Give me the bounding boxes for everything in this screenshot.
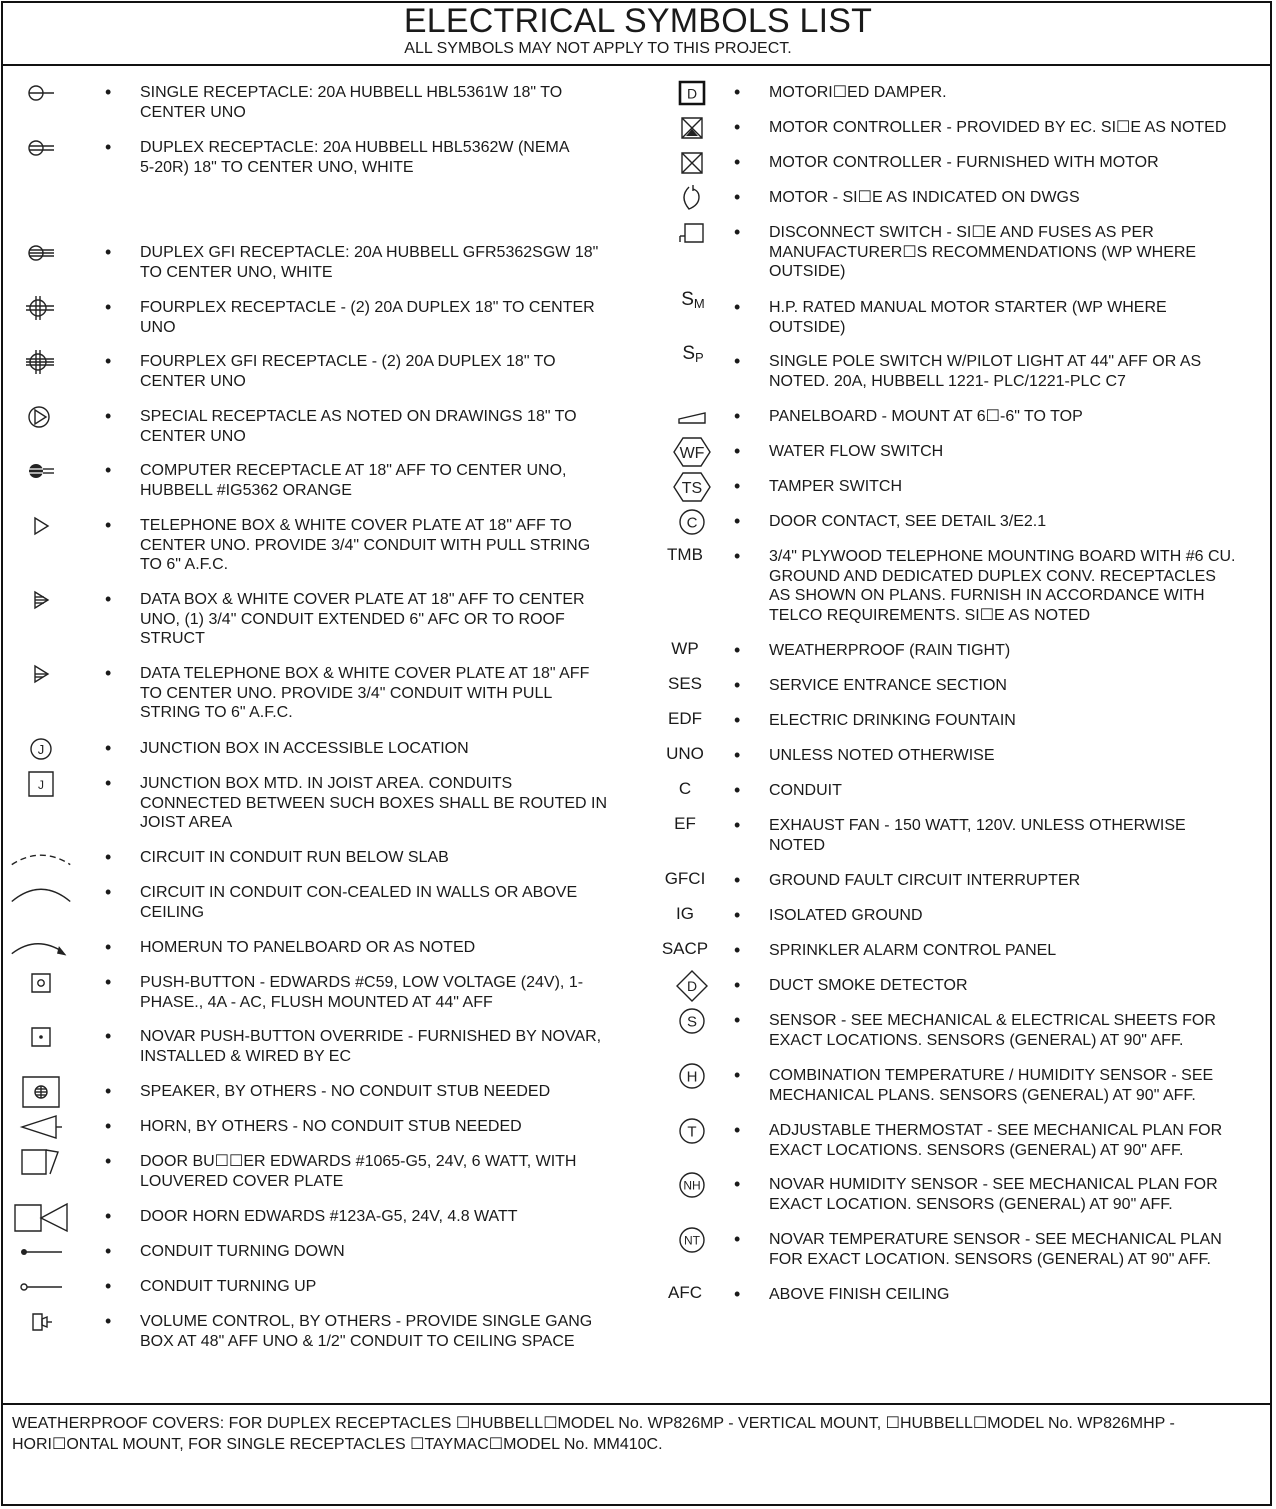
symbol-description: WATER FLOW SWITCH xyxy=(769,443,944,460)
switch-subscript: M xyxy=(693,296,705,311)
symbol-description: ISOLATED GROUND xyxy=(769,907,923,924)
bullet: • xyxy=(734,222,741,242)
symbol-description: MOTOR CONTROLLER - FURNISHED WITH MOTOR xyxy=(769,154,1159,171)
symbol-description: DUCT SMOKE DETECTOR xyxy=(769,977,968,994)
push-button-icon xyxy=(8,967,74,999)
door-horn-icon xyxy=(8,1201,74,1233)
bullet: • xyxy=(734,546,741,566)
symbol-description: VOLUME CONTROL, BY OTHERS - PROVIDE SINGLE GANG BOX AT 48" AFF UNO & 1/2" CONDUIT TO CEILING SPACE xyxy=(140,1313,593,1350)
bullet: • xyxy=(105,1026,112,1046)
symbol-description: ADJUSTABLE THERMOSTAT - SEE MECHANICAL PLAN FOR EXACT LOCATIONS. SENSORS (GENERAL) AT 90" AFF. xyxy=(769,1122,1223,1159)
pilot-light-switch-icon xyxy=(658,344,728,368)
bullet: • xyxy=(105,882,112,902)
abbreviation-label: SACP xyxy=(661,939,709,958)
symbol-description: SPEAKER, BY OTHERS - NO CONDUIT STUB NEEDED xyxy=(140,1083,551,1100)
bullet: • xyxy=(734,441,741,461)
svg-text:S: S xyxy=(686,1013,698,1031)
bullet: • xyxy=(734,117,741,137)
bullet: • xyxy=(105,242,112,262)
bullet: • xyxy=(734,297,741,317)
water-flow-switch-icon xyxy=(654,436,730,468)
abbreviation-label: EDF xyxy=(668,709,702,728)
symbol-description: EXHAUST FAN - 150 WATT, 120V. UNLESS OTHERWISE NOTED xyxy=(769,817,1186,854)
abbreviation-label: UNO xyxy=(666,744,704,763)
bullet: • xyxy=(105,1081,112,1101)
symbol-description: FOURPLEX GFI RECEPTACLE - (2) 20A DUPLEX 18" TO CENTER UNO xyxy=(140,353,556,390)
symbol-description: SINGLE RECEPTACLE: 20A HUBBELL HBL5361W 18" TO CENTER UNO xyxy=(140,84,563,121)
bullet: • xyxy=(105,460,112,480)
bullet: • xyxy=(105,406,112,426)
dashed-arc-icon xyxy=(8,842,74,874)
bullet: • xyxy=(105,1206,112,1226)
tamper-switch-icon xyxy=(654,471,730,503)
page-title: ELECTRICAL SYMBOLS LIST xyxy=(403,2,873,40)
svg-text:NH: NH xyxy=(683,1178,701,1193)
switch-subscript: P xyxy=(695,350,704,365)
svg-text:C: C xyxy=(686,514,698,532)
bullet: • xyxy=(734,870,741,890)
symbol-description: UNLESS NOTED OTHERWISE xyxy=(769,747,995,764)
junction-box-circle-icon xyxy=(8,733,74,765)
symbol-description: DOOR HORN EDWARDS #123A-G5, 24V, 4.8 WATT xyxy=(140,1208,518,1225)
bullet: • xyxy=(105,1151,112,1171)
bullet: • xyxy=(105,773,112,793)
bullet: • xyxy=(734,1010,741,1030)
symbol-description: SENSOR - SEE MECHANICAL & ELECTRICAL SHEETS FOR EXACT LOCATIONS. SENSORS (GENERAL) AT 90" AFF. xyxy=(769,1012,1216,1049)
symbol-description: DOOR BU☐☐ER EDWARDS #1065-G5, 24V, 6 WATT, WITH LOUVERED COVER PLATE xyxy=(140,1153,577,1190)
bullet: • xyxy=(734,476,741,496)
svg-text:H: H xyxy=(686,1068,698,1086)
footer-note: WEATHERPROOF COVERS: FOR DUPLEX RECEPTACLES ☐HUBBELL☐MODEL No. WP826MP - VERTICAL MOUNT, ☐HUBBELL☐MODEL No. WP826MHP - HORI☐ONTAL MOUNT, FOR SINGLE RECEPTACLES ☐TAYMAC☐MODEL No. MM410C. xyxy=(12,1415,1175,1453)
symbol-description: MOTORI☐ED DAMPER. xyxy=(769,84,947,101)
abbreviation-label: AFC xyxy=(668,1283,702,1302)
symbol-description: PUSH-BUTTON - EDWARDS #C59, LOW VOLTAGE (24V), 1- PHASE., 4A - AC, FLUSH MOUNTED AT 44" AFF xyxy=(140,974,584,1011)
header-divider xyxy=(1,64,1272,66)
solid-arc-icon xyxy=(8,877,74,909)
svg-text:D: D xyxy=(686,978,698,994)
symbol-description: COMPUTER RECEPTACLE AT 18" AFF TO CENTER UNO, HUBBELL #IG5362 ORANGE xyxy=(140,462,567,499)
sensor-icon xyxy=(654,1005,730,1037)
symbol-description: FOURPLEX RECEPTACLE - (2) 20A DUPLEX 18" TO CENTER UNO xyxy=(140,299,595,336)
symbol-description: CONDUIT TURNING DOWN xyxy=(140,1243,345,1260)
bullet: • xyxy=(734,640,741,660)
duplex-gfi-receptacle-icon xyxy=(8,237,74,269)
manual-motor-starter-icon xyxy=(658,290,728,314)
abbreviation-label: C xyxy=(678,779,692,798)
abbreviation-label: IG xyxy=(676,904,694,923)
data-box-icon xyxy=(8,584,74,616)
bullet: • xyxy=(105,663,112,683)
horn-icon xyxy=(8,1111,74,1143)
bullet: • xyxy=(734,152,741,172)
novar-humidity-sensor-icon xyxy=(654,1169,730,1201)
bullet: • xyxy=(105,589,112,609)
bullet: • xyxy=(734,406,741,426)
bullet: • xyxy=(734,511,741,531)
symbol-description: JUNCTION BOX IN ACCESSIBLE LOCATION xyxy=(140,740,469,757)
footer-divider xyxy=(1,1403,1272,1405)
bullet: • xyxy=(105,1241,112,1261)
symbol-description: SPECIAL RECEPTACLE AS NOTED ON DRAWINGS 18" TO CENTER UNO xyxy=(140,408,577,445)
bullet: • xyxy=(105,738,112,758)
bullet: • xyxy=(105,82,112,102)
symbol-description: DISCONNECT SWITCH - SI☐E AND FUSES AS PER MANUFACTURER☐S RECOMMENDATIONS (WP WHERE OUTSIDE) xyxy=(769,224,1197,281)
symbol-description: DATA TELEPHONE BOX & WHITE COVER PLATE AT 18" AFF TO CENTER UNO. PROVIDE 3/4" CONDUIT WITH PULL STRING TO 6" A.F.C. xyxy=(140,665,590,722)
bullet: • xyxy=(734,745,741,765)
bullet: • xyxy=(105,1276,112,1296)
symbol-description: TELEPHONE BOX & WHITE COVER PLATE AT 18" AFF TO CENTER UNO. PROVIDE 3/4" CONDUIT WITH PULL STRING TO 6" A.F.C. xyxy=(140,517,591,574)
symbol-description: PANELBOARD - MOUNT AT 6☐‐6" TO TOP xyxy=(769,408,1083,425)
bullet: • xyxy=(734,675,741,695)
motorized-damper-icon xyxy=(654,77,730,109)
svg-text:T: T xyxy=(687,1123,697,1141)
bullet: • xyxy=(105,1311,112,1331)
door-buzzer-icon xyxy=(8,1146,74,1178)
motor-controller-ec-icon xyxy=(654,112,730,144)
symbol-description: NOVAR PUSH-BUTTON OVERRIDE - FURNISHED BY NOVAR, INSTALLED & WIRED BY EC xyxy=(140,1028,602,1065)
duct-smoke-detector-icon xyxy=(654,970,730,1002)
symbol-description: SINGLE POLE SWITCH W/PILOT LIGHT AT 44" AFF OR AS NOTED. 20A, HUBBELL 1221- PLC/1221-PLC C7 xyxy=(769,353,1202,390)
svg-text:NT: NT xyxy=(684,1233,700,1248)
bullet: • xyxy=(105,137,112,157)
conduit-down-icon xyxy=(8,1236,74,1268)
junction-box-square-icon xyxy=(8,768,74,800)
abbreviation-label: SES xyxy=(667,674,703,693)
conduit-up-icon xyxy=(8,1271,74,1303)
motor-icon xyxy=(654,182,730,214)
fourplex-gfi-receptacle-icon xyxy=(8,346,74,378)
abbreviation-label: EF xyxy=(674,814,696,833)
symbol-description: ELECTRIC DRINKING FOUNTAIN xyxy=(769,712,1016,729)
symbol-description: DATA BOX & WHITE COVER PLATE AT 18" AFF TO CENTER UNO, (1) 3/4" CONDUIT EXTENDED 6" AFC OR TO ROOF STRUCT xyxy=(140,591,585,648)
symbol-description: CONDUIT xyxy=(769,782,842,799)
symbol-description: TAMPER SWITCH xyxy=(769,478,903,495)
bullet: • xyxy=(734,1120,741,1140)
symbol-description: DUPLEX GFI RECEPTACLE: 20A HUBBELL GFR5362SGW 18" TO CENTER UNO, WHITE xyxy=(140,244,599,281)
symbol-description: NOVAR HUMIDITY SENSOR - SEE MECHANICAL PLAN FOR EXACT LOCATION. SENSORS (GENERAL) AT 90" AFF. xyxy=(769,1176,1218,1213)
speaker-icon xyxy=(8,1076,74,1108)
symbol-description: JUNCTION BOX MTD. IN JOIST AREA. CONDUITS CONNECTED BETWEEN SUCH BOXES SHALL BE ROUTED IN JOIST AREA xyxy=(140,775,608,832)
svg-text:TS: TS xyxy=(681,480,703,497)
bullet: • xyxy=(734,975,741,995)
switch-letter: S xyxy=(682,343,695,364)
bullet: • xyxy=(734,1174,741,1194)
bullet: • xyxy=(105,1116,112,1136)
door-contact-icon xyxy=(654,506,730,538)
svg-text:WF: WF xyxy=(679,445,705,462)
bullet: • xyxy=(734,1065,741,1085)
abbreviation-label: WP xyxy=(671,639,699,658)
svg-text:J: J xyxy=(37,742,45,757)
abbreviation-label: GFCI xyxy=(664,869,706,888)
symbol-description: HOMERUN TO PANELBOARD OR AS NOTED xyxy=(140,939,476,956)
bullet: • xyxy=(734,815,741,835)
symbol-description: ABOVE FINISH CEILING xyxy=(769,1286,950,1303)
computer-receptacle-icon xyxy=(8,455,74,487)
symbol-description: 3/4" PLYWOOD TELEPHONE MOUNTING BOARD WITH #6 CU. GROUND AND DEDICATED DUPLEX CONV. RECEPTACLES AS SHOWN ON PLANS. FURNISH IN ACCORDANCE WITH TELCO REQUIREMENTS. SI☐E AS NOTED xyxy=(769,548,1236,624)
disconnect-switch-icon xyxy=(654,217,730,249)
volume-control-icon xyxy=(8,1306,74,1338)
bullet: • xyxy=(105,847,112,867)
symbol-description: SPRINKLER ALARM CONTROL PANEL xyxy=(769,942,1057,959)
symbol-description: NOVAR TEMPERATURE SENSOR - SEE MECHANICAL PLAN FOR EXACT LOCATION. SENSORS (GENERAL) AT 90" AFF. xyxy=(769,1231,1222,1268)
svg-text:D: D xyxy=(686,85,698,102)
symbol-description: CONDUIT TURNING UP xyxy=(140,1278,317,1295)
data-telephone-box-icon xyxy=(8,658,74,690)
humidity-sensor-icon xyxy=(654,1060,730,1092)
svg-text:J: J xyxy=(38,778,44,792)
symbol-description: MOTOR - SI☐E AS INDICATED ON DWGS xyxy=(769,189,1080,206)
switch-letter: S xyxy=(681,289,694,310)
symbol-description: DUPLEX RECEPTACLE: 20A HUBBELL HBL5362W (NEMA 5-20R) 18" TO CENTER UNO, WHITE xyxy=(140,139,570,176)
bullet: • xyxy=(734,1229,741,1249)
symbol-description: DOOR CONTACT, SEE DETAIL 3/E2.1 xyxy=(769,513,1047,530)
symbol-description: MOTOR CONTROLLER - PROVIDED BY EC. SI☐E AS NOTED xyxy=(769,119,1227,136)
telephone-box-icon xyxy=(8,510,74,542)
symbol-description: COMBINATION TEMPERATURE / HUMIDITY SENSOR - SEE MECHANICAL PLANS. SENSORS (GENERAL) AT 90" AFF. xyxy=(769,1067,1214,1104)
symbol-description: HORN, BY OTHERS - NO CONDUIT STUB NEEDED xyxy=(140,1118,522,1135)
symbol-description: SERVICE ENTRANCE SECTION xyxy=(769,677,1007,694)
bullet: • xyxy=(105,297,112,317)
thermostat-icon xyxy=(654,1115,730,1147)
panelboard-icon xyxy=(654,401,730,433)
single-receptacle-icon xyxy=(8,77,74,109)
symbol-description: CIRCUIT IN CONDUIT CON-CEALED IN WALLS OR ABOVE CEILING xyxy=(140,884,578,921)
motor-controller-icon xyxy=(654,147,730,179)
bullet: • xyxy=(734,710,741,730)
symbol-description: WEATHERPROOF (RAIN TIGHT) xyxy=(769,642,1011,659)
homerun-arrow-icon xyxy=(8,932,74,964)
bullet: • xyxy=(105,351,112,371)
symbol-description: GROUND FAULT CIRCUIT INTERRUPTER xyxy=(769,872,1081,889)
bullet: • xyxy=(734,780,741,800)
bullet: • xyxy=(734,82,741,102)
bullet: • xyxy=(105,515,112,535)
symbol-description: H.P. RATED MANUAL MOTOR STARTER (WP WHERE OUTSIDE) xyxy=(769,299,1167,336)
bullet: • xyxy=(734,905,741,925)
bullet: • xyxy=(734,187,741,207)
abbreviation-label: TMB xyxy=(667,545,703,564)
special-receptacle-icon xyxy=(8,401,74,433)
fourplex-receptacle-icon xyxy=(8,292,74,324)
novar-temperature-sensor-icon xyxy=(654,1224,730,1256)
page-subtitle: ALL SYMBOLS MAY NOT APPLY TO THIS PROJECT. xyxy=(404,40,792,57)
novar-push-button-icon xyxy=(8,1021,74,1053)
bullet: • xyxy=(734,1284,741,1304)
bullet: • xyxy=(734,351,741,371)
symbol-description: CIRCUIT IN CONDUIT RUN BELOW SLAB xyxy=(140,849,449,866)
bullet: • xyxy=(734,940,741,960)
bullet: • xyxy=(105,937,112,957)
duplex-receptacle-icon xyxy=(8,132,74,164)
bullet: • xyxy=(105,972,112,992)
